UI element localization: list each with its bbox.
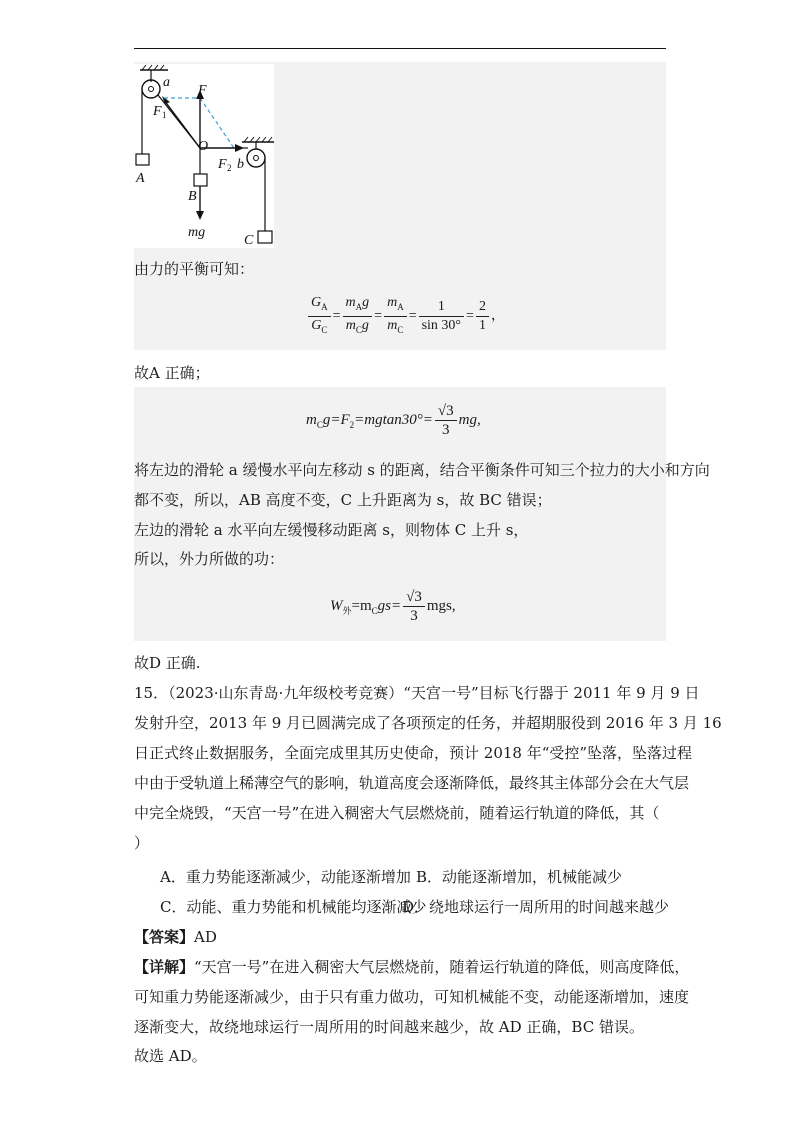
conclusion-a: 故A 正确； — [134, 364, 210, 382]
label-F2-sub: 2 — [227, 163, 232, 173]
pulley-diagram-svg — [134, 64, 274, 248]
answer-label: 【答案】 — [134, 928, 195, 946]
formula-ratio: $\frac{G_A}{G_C}$ = $\frac{m_Ag}{m_Cg}$ = $\frac{m_A}{m_C}$ = $\frac{1}{\sin 30^\circ}$ = $\frac{2}{1}$ ， — [306, 294, 505, 339]
option-b: B．动能逐渐增加，机械能减少 — [416, 868, 623, 886]
header-rule — [134, 48, 666, 49]
option-a: A．重力势能逐渐减少，动能逐渐增加 — [160, 868, 411, 886]
label-B: B — [188, 189, 197, 204]
label-F1-sub: 1 — [162, 110, 167, 120]
option-d: D．绕地球运行一周所用的时间越来越少 — [402, 898, 670, 916]
formula-tension: $m_Cg=F_2=mgtan30^\circ=$ $\frac{√3}{3}$ mg, — [306, 403, 481, 438]
label-O: O — [198, 139, 209, 154]
conclusion-d: 故D 正确. — [134, 654, 201, 672]
detail-line-2: 可知重力势能逐渐减少，由于只有重力做功，可知机械能不变，动能逐渐增加，速度 — [134, 988, 690, 1006]
force-diagram — [134, 64, 274, 248]
answer-line — [134, 927, 217, 947]
detail-label: 【详解】 — [134, 958, 195, 976]
label-F1: F — [153, 104, 162, 119]
block-A — [136, 154, 149, 165]
frac-m: $\frac{m_A}{m_C}$ — [384, 294, 407, 339]
label-F2: F — [218, 157, 227, 172]
explain-line-3: 左边的滑轮 a 水平向左缓慢移动距离 s，则物体 C 上升 s， — [134, 521, 529, 539]
explain-line-1: 将左边的滑轮 a 缓慢水平向左移动 s 的距离，结合平衡条件可知三个拉力的大小和方向 — [134, 461, 710, 479]
final-answer: 故选 AD。 — [134, 1047, 207, 1065]
question-line-5: 中完全烧毁，“天宫一号”在进入稠密大气层燃烧前，随着运行轨道的降低，其（ — [134, 804, 660, 822]
formula-work: $W_外=m_Cgs=$ $\frac{√3}{3}$ mgs, — [330, 589, 456, 624]
frac-G: $\frac{G_A}{G_C}$ — [308, 294, 331, 339]
block-B — [194, 174, 207, 186]
detail-line-1: 【详解】“天宫一号”在进入稠密大气层燃烧前，随着运行轨道的降低，则高度降低， — [134, 958, 690, 976]
label-a: a — [163, 75, 170, 90]
label-b: b — [237, 157, 244, 172]
pulley-a — [142, 80, 160, 98]
pulley-b — [247, 149, 265, 167]
question-line-6: ） — [134, 834, 150, 852]
explain-line-4: 所以，外力所做的功： — [134, 550, 285, 568]
question-line-3: 日正式终止数据服务，全面完成里其历史使命，预计 2018 年“受控”坠落，坠落过程 — [134, 744, 693, 762]
label-mg: mg — [188, 225, 206, 240]
label-F: F — [198, 83, 207, 98]
question-line-2: 发射升空，2013 年 9 月已圆满完成了各项预定的任务，并超期服役到 2016 年 3 月 16 — [134, 714, 722, 732]
detail-line-3: 逐渐变大，故绕地球运行一周所用的时间越来越少，故 AD 正确，BC 错误。 — [134, 1018, 644, 1036]
explain-line-2: 都不变，所以，AB 高度不变，C 上升距离为 s，故 BC 错误； — [134, 491, 552, 509]
frac-sin: $\frac{1}{\sin 30^\circ}$ — [419, 298, 464, 335]
answer-value: AD — [194, 928, 217, 946]
label-C: C — [244, 233, 254, 248]
label-A: A — [136, 171, 145, 186]
question-line-4: 中由于受轨道上稀薄空气的影响，轨道高度会逐渐降低，最终其主体部分会在大气层 — [134, 774, 690, 792]
balance-intro: 由力的平衡可知： — [134, 260, 255, 278]
option-c: C．动能、重力势能和机械能均逐渐减少 — [160, 898, 427, 916]
block-C — [258, 231, 272, 243]
question-line-1: 15．（2023·山东青岛·九年级校考竞赛）“天宫一号”目标飞行器于 2011 年 9 月 9 日 — [134, 684, 700, 702]
frac-two: $\frac{2}{1}$ — [476, 298, 489, 335]
frac-mg: $\frac{m_Ag}{m_Cg}$ — [343, 294, 373, 339]
